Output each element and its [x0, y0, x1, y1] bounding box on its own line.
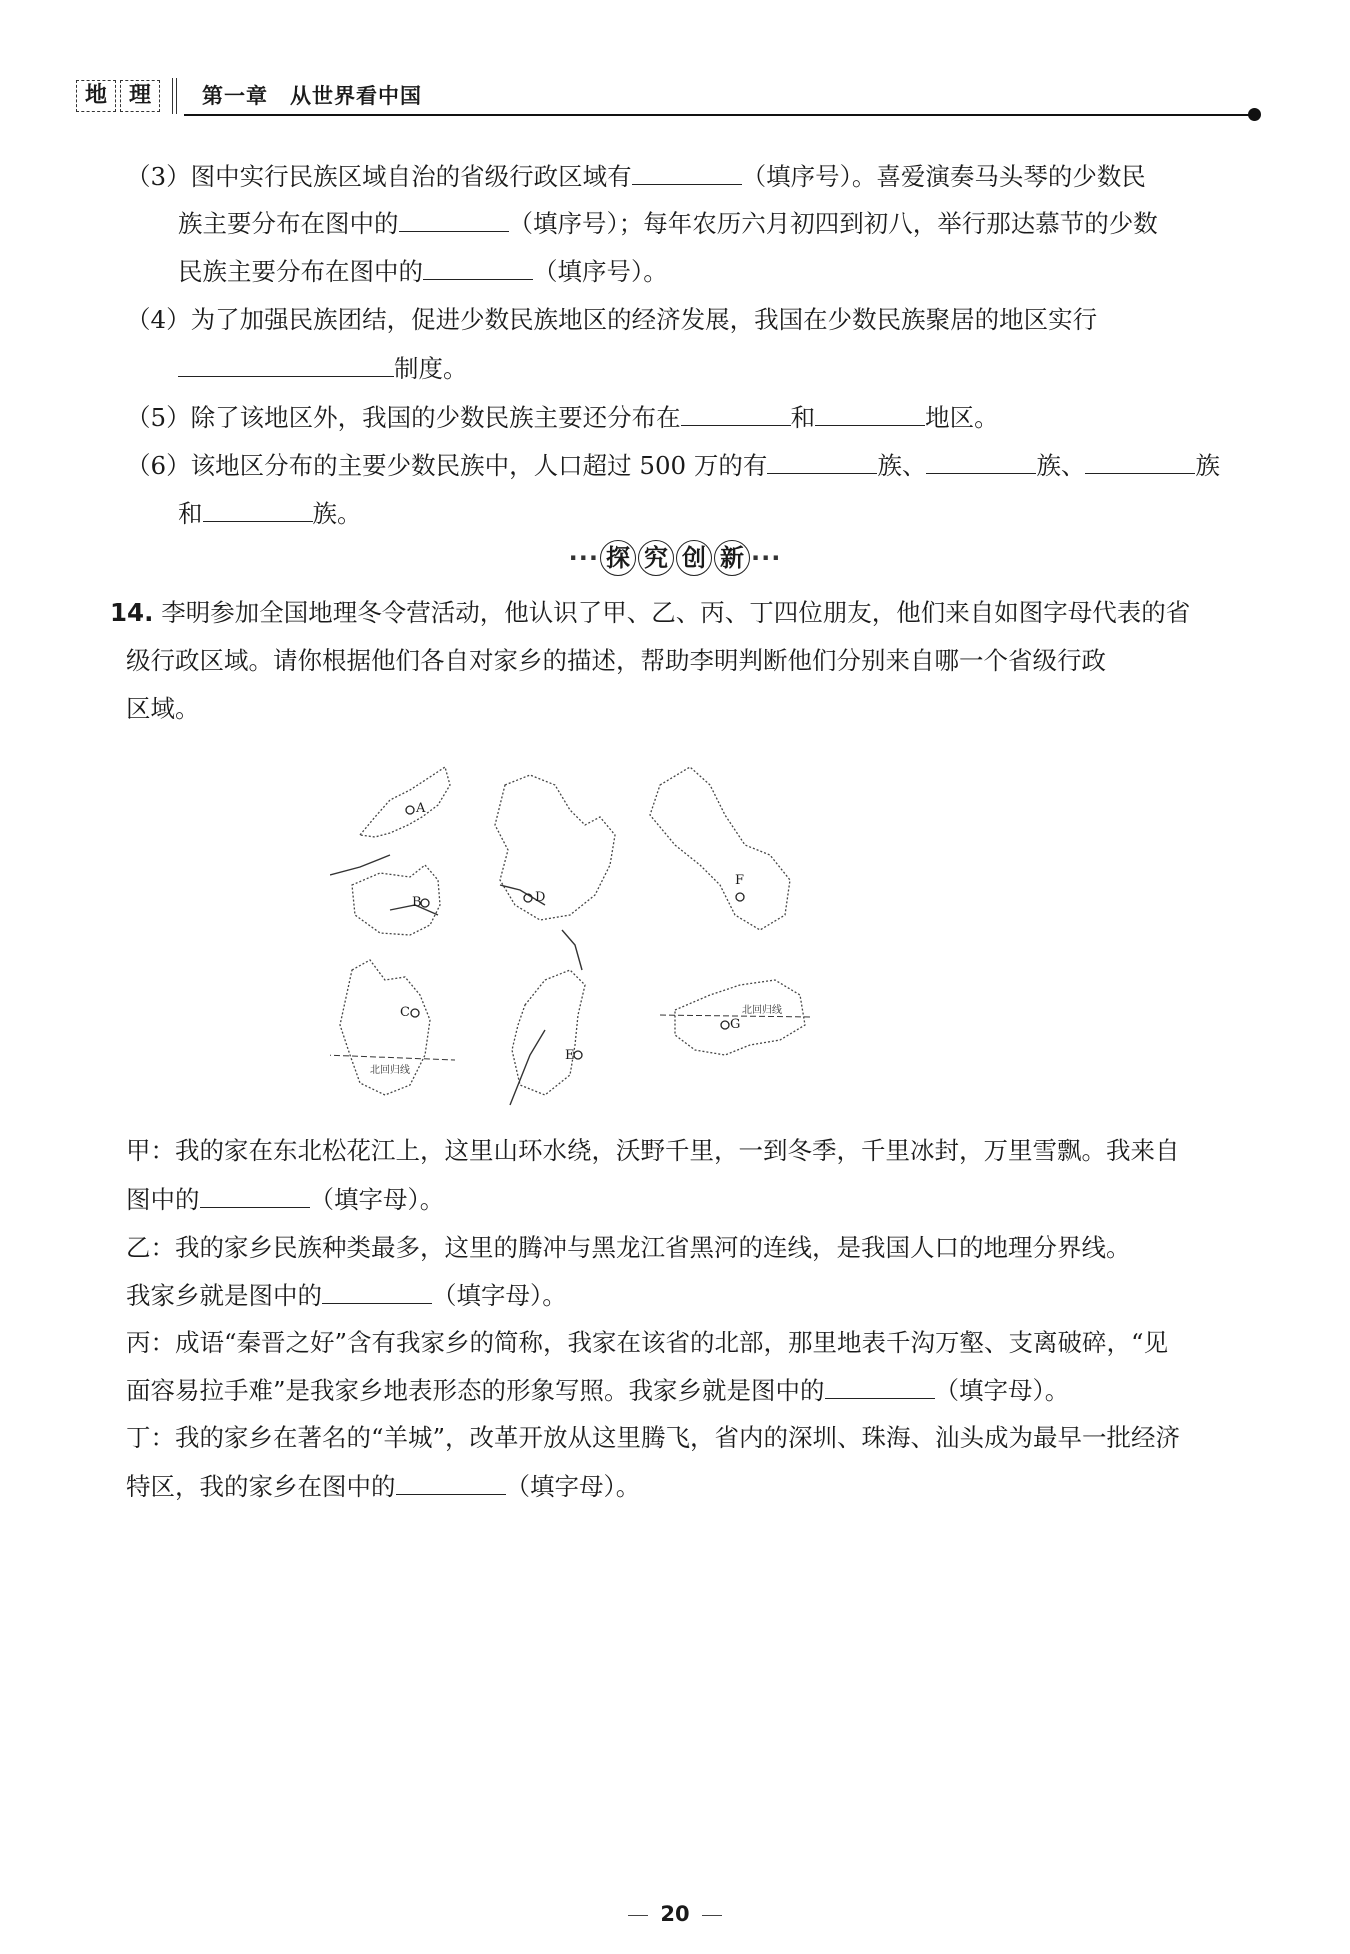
map-outline-d — [495, 775, 615, 920]
q14-line3: 区域。 — [126, 694, 200, 723]
section-char: 探 — [600, 540, 636, 576]
bing-line2: 面容易拉手难”是我家乡地表形态的形象写照。我家乡就是图中的 （填字母）。 — [126, 1376, 1070, 1405]
page-number: 20 — [0, 1902, 1350, 1926]
answer-blank[interactable] — [396, 1470, 506, 1495]
ding-line1: 丁：我的家乡在著名的“羊城”，改革开放从这里腾飞，省内的深圳、珠海、汕头成为最早一批经济 — [126, 1423, 1181, 1452]
answer-blank[interactable] — [203, 497, 313, 522]
answer-blank[interactable] — [825, 1374, 935, 1399]
tropic-label: 北回归线 — [370, 1065, 410, 1076]
q13-part3-line1: （3）图中实行民族区域自治的省级行政区域有 （填序号）。喜爱演奏马头琴的少数民 — [126, 162, 1146, 191]
yi-line2: 我家乡就是图中的 （填字母）。 — [126, 1281, 567, 1310]
subject-char: 理 — [120, 80, 160, 112]
header-divider — [172, 78, 177, 114]
page-header — [76, 76, 1264, 116]
map-label-e: E — [565, 1048, 575, 1063]
map-outline-e — [512, 970, 585, 1095]
q14-line2: 级行政区域。请你根据他们各自对家乡的描述，帮助李明判断他们分别来自哪一个省级行政 — [126, 646, 1106, 675]
q13-part4-line1: （4）为了加强民族团结，促进少数民族地区的经济发展，我国在少数民族聚居的地区实行 — [126, 305, 1098, 334]
map-label-g: G — [730, 1017, 741, 1032]
jia-line1: 甲：我的家在东北松花江上，这里山环水绕，沃野千里，一到冬季，千里冰封，万里雪飘。我来自 — [126, 1136, 1180, 1165]
chapter-number: 第一章 — [202, 84, 268, 108]
answer-blank[interactable] — [200, 1183, 310, 1208]
answer-blank[interactable] — [423, 255, 533, 280]
answer-blank[interactable] — [632, 160, 742, 185]
map-outline-a — [360, 767, 450, 837]
answer-blank[interactable] — [681, 401, 791, 426]
location-marker — [421, 899, 429, 907]
answer-blank[interactable] — [926, 449, 1036, 474]
q13-part3-line3: 民族主要分布在图中的 （填序号）。 — [178, 257, 668, 286]
answer-blank[interactable] — [815, 401, 925, 426]
location-marker — [574, 1051, 582, 1059]
subject-char: 地 — [76, 80, 116, 112]
section-char: 新 — [714, 540, 750, 576]
tropic-line — [330, 1055, 455, 1060]
header-rule — [184, 114, 1252, 116]
q13-part5: （5）除了该地区外，我国的少数民族主要还分布在 和 地区。 — [126, 403, 999, 432]
province-maps — [330, 755, 1020, 1115]
location-marker — [721, 1021, 729, 1029]
q13-part6-line1: （6）该地区分布的主要少数民族中，人口超过 500 万的有 族、 族、 族 — [126, 451, 1220, 480]
question-number: 14. — [110, 598, 154, 627]
chapter-heading — [202, 80, 422, 110]
map-label-a: A — [416, 801, 426, 816]
section-char: 究 — [638, 540, 674, 576]
map-label-c: C — [400, 1005, 410, 1020]
section-char: 创 — [676, 540, 712, 576]
tropic-label: 北回归线 — [742, 1005, 782, 1016]
ding-line2: 特区，我的家乡在图中的 （填字母）。 — [126, 1472, 641, 1501]
q13-part3-line2: 族主要分布在图中的 （填序号）；每年农历六月初四到初八，举行那达慕节的少数 — [178, 209, 1158, 238]
chapter-title: 从世界看中国 — [290, 84, 422, 108]
q13-part6-line2: 和 族。 — [178, 499, 362, 528]
location-marker — [736, 893, 744, 901]
q13-part4-line2: 制度。 — [178, 352, 468, 385]
header-rule-dot — [1248, 108, 1261, 121]
location-marker — [406, 806, 414, 814]
answer-blank[interactable] — [1085, 449, 1195, 474]
map-label-f: F — [735, 873, 745, 888]
q14-line1: 14. 李明参加全国地理冬令营活动，他认识了甲、乙、丙、丁四位朋友，他们来自如图字母代表的省 — [110, 598, 1191, 627]
location-marker — [411, 1009, 419, 1017]
yi-line1: 乙：我的家乡民族种类最多，这里的腾冲与黑龙江省黑河的连线，是我国人口的地理分界线。 — [126, 1233, 1131, 1262]
bing-line1: 丙：成语“秦晋之好”含有我家乡的简称，我家在该省的北部，那里地表千沟万壑、支离破碎，“见 — [126, 1328, 1169, 1357]
answer-blank[interactable] — [399, 207, 509, 232]
answer-blank[interactable] — [178, 352, 394, 377]
jia-line2: 图中的 （填字母）。 — [126, 1185, 445, 1214]
answer-blank[interactable] — [767, 449, 877, 474]
map-outline-f — [650, 767, 790, 930]
subject-tag — [76, 80, 160, 112]
map-label-b: B — [412, 895, 422, 910]
section-heading: ··· 探 究 创 新 ··· — [0, 540, 1350, 576]
province-outlines — [330, 755, 1020, 1115]
map-label-d: D — [535, 890, 546, 905]
answer-blank[interactable] — [322, 1279, 432, 1304]
